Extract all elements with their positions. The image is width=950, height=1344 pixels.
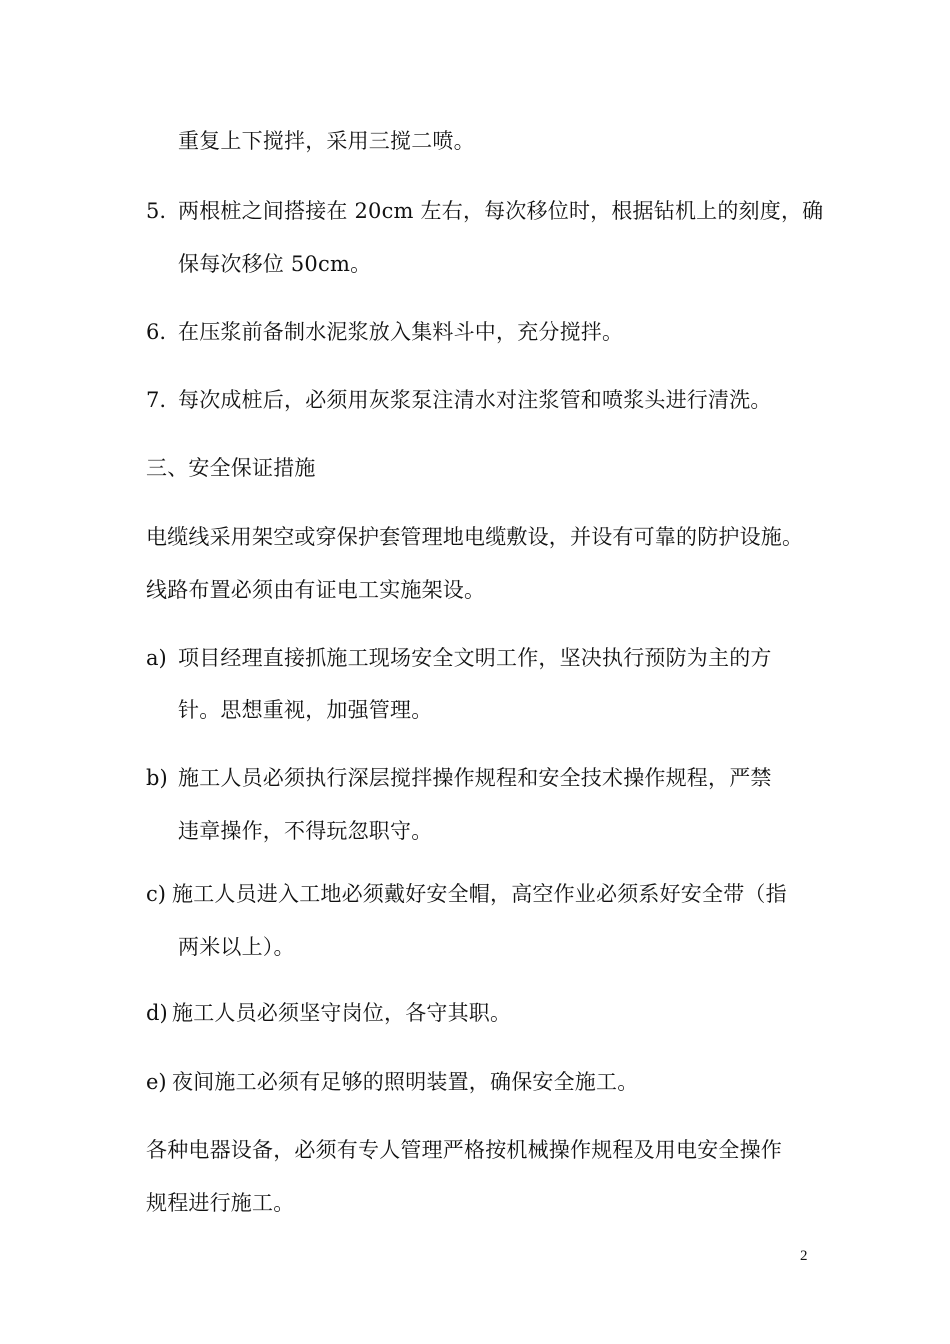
section-heading: 三、安全保证措施 bbox=[146, 456, 316, 480]
item-text-line: 每次成桩后，必须用灰浆泵注清水对注浆管和喷浆头进行清洗。 bbox=[178, 388, 772, 412]
item-text-line: 项目经理直接抓施工现场安全文明工作，坚决执行预防为主的方 bbox=[178, 646, 772, 670]
item-marker: a) bbox=[146, 646, 167, 670]
item-text-line: 施工人员必须执行深层搅拌操作规程和安全技术操作规程，严禁 bbox=[178, 766, 772, 790]
item-number: 6. bbox=[146, 320, 167, 344]
item-marker: e) bbox=[146, 1070, 167, 1094]
paragraph-line: 规程进行施工。 bbox=[146, 1191, 295, 1215]
item-text-line: 保每次移位 50cm。 bbox=[178, 252, 372, 276]
continued-text: 重复上下搅拌，采用三搅二喷。 bbox=[178, 129, 475, 153]
item-number: 5. bbox=[146, 199, 167, 223]
page-number: 2 bbox=[800, 1248, 808, 1264]
paragraph-line: 线路布置必须由有证电工实施架设。 bbox=[146, 578, 486, 602]
item-text-line: 两米以上）。 bbox=[178, 935, 295, 959]
item-text-line: 针。思想重视，加强管理。 bbox=[178, 698, 433, 722]
item-marker: b) bbox=[146, 766, 168, 790]
paragraph-line: 电缆线采用架空或穿保护套管理地电缆敷设，并设有可靠的防护设施。 bbox=[146, 525, 804, 549]
item-text-line: 施工人员进入工地必须戴好安全帽，高空作业必须系好安全带（指 bbox=[172, 882, 787, 906]
paragraph-line: 各种电器设备，必须有专人管理严格按机械操作规程及用电安全操作 bbox=[146, 1138, 782, 1162]
item-text-line: 两根桩之间搭接在 20cm 左右，每次移位时，根据钻机上的刻度，确 bbox=[178, 199, 824, 223]
item-text-line: 夜间施工必须有足够的照明装置，确保安全施工。 bbox=[172, 1070, 639, 1094]
item-text-line: 违章操作，不得玩忽职守。 bbox=[178, 819, 433, 843]
item-text-line: 施工人员必须坚守岗位，各守其职。 bbox=[172, 1001, 512, 1025]
item-marker: d) bbox=[146, 1001, 168, 1025]
item-marker: c) bbox=[146, 882, 166, 906]
item-number: 7. bbox=[146, 388, 167, 412]
item-text-line: 在压浆前备制水泥浆放入集料斗中，充分搅拌。 bbox=[178, 320, 624, 344]
